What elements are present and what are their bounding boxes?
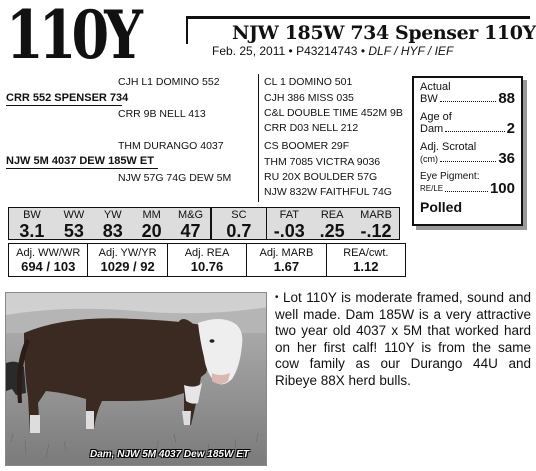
- pedigree-sire-dam: CRR 9B NELL 413: [118, 108, 206, 120]
- pedigree-dam-sire: THM DURANGO 4037: [118, 140, 224, 152]
- age-of-dam-row: Dam 2: [420, 120, 515, 137]
- lot-description: [275, 290, 531, 389]
- adjusted-table: [8, 243, 406, 277]
- bullet-icon: •: [275, 292, 279, 304]
- polled-label: Polled: [420, 199, 463, 215]
- pedigree-gen3-7: RU 20X BOULDER 57G: [264, 171, 378, 183]
- pedigree-gen3-1: CL 1 DOMINO 501: [264, 76, 353, 88]
- epd-table: [8, 207, 400, 240]
- registration-number: P43214743: [296, 44, 358, 58]
- epd-rea: REA .25: [319, 209, 345, 241]
- dam-photo: [5, 292, 267, 466]
- pedigree-dam-dam: NJW 57G 74G DEW 5M: [118, 172, 232, 184]
- age-of-dam-value: 2: [506, 120, 515, 137]
- lot-number: 110Y: [6, 0, 138, 74]
- pedigree-gen3-3: C&L DOUBLE TIME 452M 9B: [264, 107, 403, 119]
- pedigree-gen3-2: CJH 386 MISS 035: [264, 92, 354, 104]
- pedigree-gen3-6: THM 7085 VICTRA 9036: [264, 156, 381, 168]
- pedigree-dam: NJW 5M 4037 DEW 185W ET: [6, 155, 158, 169]
- epd-marb: MARB -.12: [360, 209, 392, 241]
- eye-pigment-value: 100: [489, 180, 515, 197]
- cow-image: [6, 293, 267, 466]
- animal-name: NJW 185W 734 Spenser 110Y: [232, 22, 536, 44]
- epd-fat: FAT -.03: [273, 209, 305, 241]
- epd-ww: WW 53: [63, 209, 85, 241]
- actual-bw-row: BW 88: [420, 90, 515, 107]
- performance-info-box: Actual BW 88 Age of Dam 2 Adj. Scrotal (cm) 36 Eye Pigment: RE/LE 100 Polled: [412, 76, 523, 226]
- pedigree-gen3-4: CRR D03 NELL 212: [264, 122, 359, 134]
- adj-rea: Adj. REA 10.76: [168, 244, 247, 276]
- birth-date: Feb. 25, 2011: [212, 44, 286, 58]
- description-text: Lot 110Y is moderate framed, sound and well made. Dam 185W is a very attractive two year old 4037 x 5M that worked hard on her first calf! 110Y is from the same cow family as our Durango 44U and Ribeye 88X herd bulls.: [275, 290, 531, 388]
- actual-bw-value: 88: [498, 90, 515, 107]
- rea-cwt: REA/cwt. 1.12: [343, 247, 389, 274]
- epd-mg: M&G 47: [177, 209, 204, 241]
- pedigree-sire: CRR 552 SPENSER 734: [6, 92, 129, 104]
- subtitle: Feb. 25, 2011 • P43214743 • DLF / HYF / IEF: [212, 44, 454, 58]
- pedigree-divider: [258, 74, 259, 202]
- pedigree-sire-sire: CJH L1 DOMINO 552: [118, 76, 220, 88]
- genetic-codes: DLF / HYF / IEF: [368, 44, 454, 58]
- pedigree-gen3-5: CS BOOMER 29F: [264, 140, 350, 152]
- adj-yw-yr: Adj. YW/YR 1029 / 92: [88, 244, 167, 276]
- epd-sc: SC 0.7: [226, 209, 252, 241]
- eye-pigment-row: RE/LE 100: [420, 180, 515, 197]
- adj-scrotal-value: 36: [498, 150, 515, 167]
- epd-bw: BW 3.1: [19, 209, 45, 241]
- pedigree-gen3-8: NJW 832W FAITHFUL 74G: [264, 186, 392, 198]
- photo-caption: Dam, NJW 5M 4037 Dew 185W ET: [90, 449, 249, 460]
- epd-mm: MM 20: [141, 209, 162, 241]
- adj-marb: Adj. MARB 1.67: [247, 244, 326, 276]
- epd-yw: YW 83: [102, 209, 123, 241]
- adj-scrotal-row: (cm) 36: [420, 150, 515, 167]
- adj-ww-wr: Adj. WW/WR 694 / 103: [9, 244, 88, 276]
